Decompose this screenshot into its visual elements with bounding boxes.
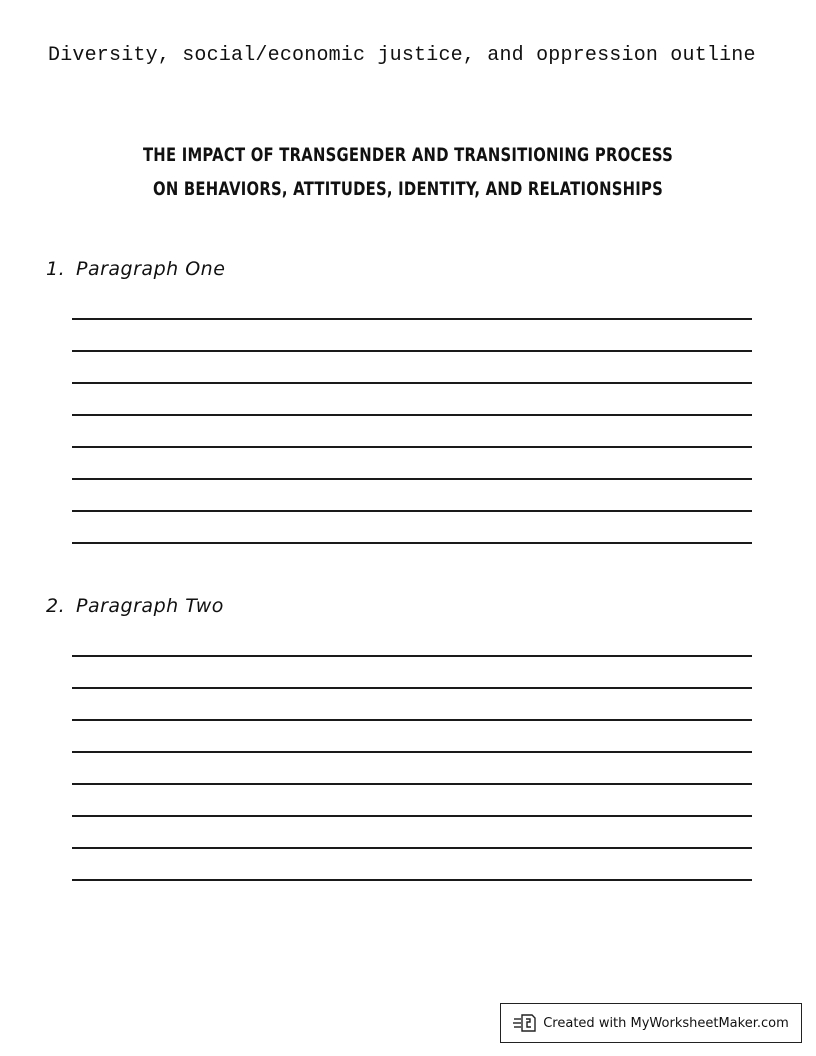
writing-line[interactable] [72, 414, 752, 416]
writing-line[interactable] [72, 318, 752, 320]
section-number: 2. [46, 595, 66, 617]
writing-line[interactable] [72, 751, 752, 753]
footer-text: Created with MyWorksheetMaker.com [543, 1015, 789, 1031]
writing-line[interactable] [72, 655, 752, 657]
writing-line[interactable] [72, 542, 752, 544]
section-heading-paragraph-two [46, 595, 224, 617]
writing-line[interactable] [72, 815, 752, 817]
writing-line[interactable] [72, 687, 752, 689]
worksheet-title: THE IMPACT OF TRANSGENDER AND TRANSITIONING PROCESS ON BEHAVIORS, ATTITUDES, IDENTITY, AND RELATIONSHIPS [142, 144, 674, 200]
section-label: Paragraph Two [76, 595, 224, 617]
footer-badge[interactable] [500, 1003, 802, 1043]
section-heading-paragraph-one [46, 258, 225, 280]
writing-line[interactable] [72, 879, 752, 881]
writing-line[interactable] [72, 478, 752, 480]
section-number: 1. [46, 258, 66, 280]
writing-line[interactable] [72, 847, 752, 849]
document-header-title: Diversity, social/economic justice, and oppression outline [48, 44, 756, 67]
worksheet-maker-logo-icon [513, 1013, 537, 1033]
writing-line[interactable] [72, 783, 752, 785]
writing-line[interactable] [72, 382, 752, 384]
writing-line[interactable] [72, 510, 752, 512]
section-label: Paragraph One [76, 258, 226, 280]
writing-line[interactable] [72, 719, 752, 721]
writing-line[interactable] [72, 350, 752, 352]
writing-line[interactable] [72, 446, 752, 448]
